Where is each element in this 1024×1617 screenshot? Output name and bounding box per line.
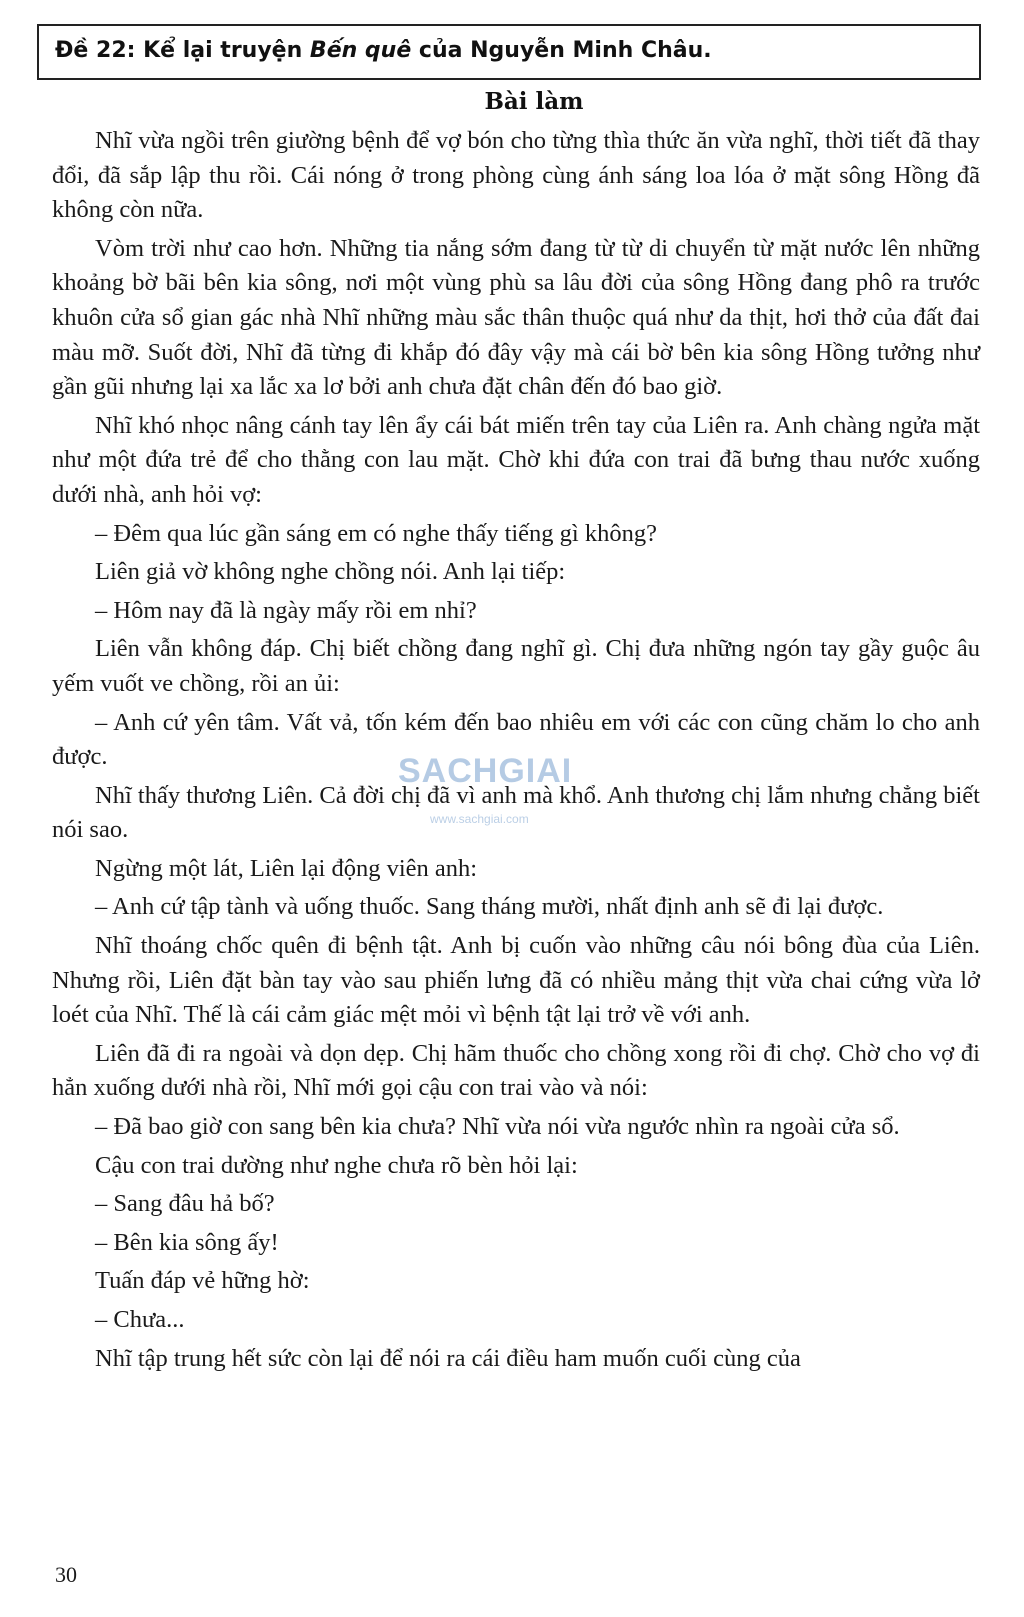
section-title: Bài làm [484,88,584,115]
dialogue-line: – Đã bao giờ con sang bên kia chưa? Nhĩ vừa nói vừa ngước nhìn ra ngoài cửa sổ. [95,1113,900,1141]
dialogue-line: – Sang đâu hả bố? [95,1190,275,1218]
dialogue-line: – Đêm qua lúc gần sáng em có nghe thấy tiếng gì không? [95,519,657,547]
paragraph: Tuấn đáp vẻ hững hờ: [95,1267,310,1295]
dialogue-line: – Chưa... [95,1306,185,1333]
dialogue-line: – Hôm nay đã là ngày mấy rồi em nhỉ? [95,596,477,624]
paragraph: Cậu con trai dường như nghe chưa rõ bèn hỏi lại: [95,1151,578,1179]
dialogue-line: – Anh cứ tập tành và uống thuốc. Sang tháng mười, nhất định anh sẽ đi lại được. [95,893,884,921]
paragraph: Nhĩ khó nhọc nâng cánh tay lên ẩy cái bát miến trên tay của Liên ra. Anh chàng ngửa mặt như một đứa trẻ để cho thằng con lau mặt. Chờ khi đứa con trai đã bưng thau nước xuống dưới nhà, anh hỏi vợ: [52,411,980,508]
page-number: 30 [55,1562,77,1587]
exercise-heading-box [37,24,981,80]
dialogue-line: – Anh cứ yên tâm. Vất vả, tốn kém đến bao nhiêu em với các con cũng chăm lo cho anh được. [52,708,980,771]
dialogue-line: – Bên kia sông ấy! [95,1228,279,1256]
paragraph: Liên vẫn không đáp. Chị biết chồng đang nghĩ gì. Chị đưa những ngón tay gầy guộc âu yếm vuốt ve chồng, rồi an ủi: [52,635,980,697]
watermark-logo: SACHGIAI [398,752,573,790]
watermark-url: www.sachgiai.com [430,812,529,826]
paragraph: Ngừng một lát, Liên lại động viên anh: [95,854,478,882]
paragraph: Liên giả vờ không nghe chồng nói. Anh lại tiếp: [95,558,566,586]
paragraph: Nhĩ thấy thương Liên. Cả đời chị đã vì anh mà khổ. Anh thương chị lắm nhưng chẳng biết nói sao. [52,781,980,844]
heading-prefix: Đề 22: Kể lại truyện [55,38,310,63]
heading-work-title: Bến quê [309,38,412,63]
exercise-heading [55,38,712,63]
paragraph: Vòm trời như cao hơn. Những tia nắng sớm đang từ từ di chuyển từ mặt nước lên những khoảng bờ bãi bên kia sông, nơi một vùng phù sa lâu đời của sông Hồng đang phô ra trước khuôn cửa sổ gian gác nhà Nhĩ những màu sắc thân thuộc quá như da thịt, hơi thở của đất đai màu mỡ. Suốt đời, Nhĩ đã từng đi khắp đó đây vậy mà cái bờ bên kia sông Hồng tưởng như gần gũi nhưng lại xa lắc xa lơ bởi anh chưa đặt chân đến đó bao giờ. [52,234,980,401]
heading-suffix: của Nguyễn Minh Châu. [411,38,712,63]
paragraph: Nhĩ vừa ngồi trên giường bệnh để vợ bón cho từng thìa thức ăn vừa nghĩ, thời tiết đã thay đổi, đã sắp lập thu rồi. Cái nóng ở trong phòng cùng ánh sáng loa lóa ở mặt sông Hồng đã không còn nữa. [52,127,980,224]
paragraph: Nhĩ thoáng chốc quên đi bệnh tật. Anh bị cuốn vào những câu nói bông đùa của Liên. Nhưng rồi, Liên đặt bàn tay vào sau phiến lưng đã có nhiều mảng thịt vừa chai cứng vừa lở loét của Nhĩ. Thế là cái cảm giác mệt mỏi vì bệnh tật lại trở về với anh. [52,932,980,1029]
paragraph: Nhĩ tập trung hết sức còn lại để nói ra cái điều ham muốn cuối cùng của [95,1344,801,1372]
paragraph: Liên đã đi ra ngoài và dọn dẹp. Chị hãm thuốc cho chồng xong rồi đi chợ. Chờ cho vợ đi hẳn xuống dưới nhà rồi, Nhĩ mới gọi cậu con trai vào và nói: [52,1039,980,1102]
